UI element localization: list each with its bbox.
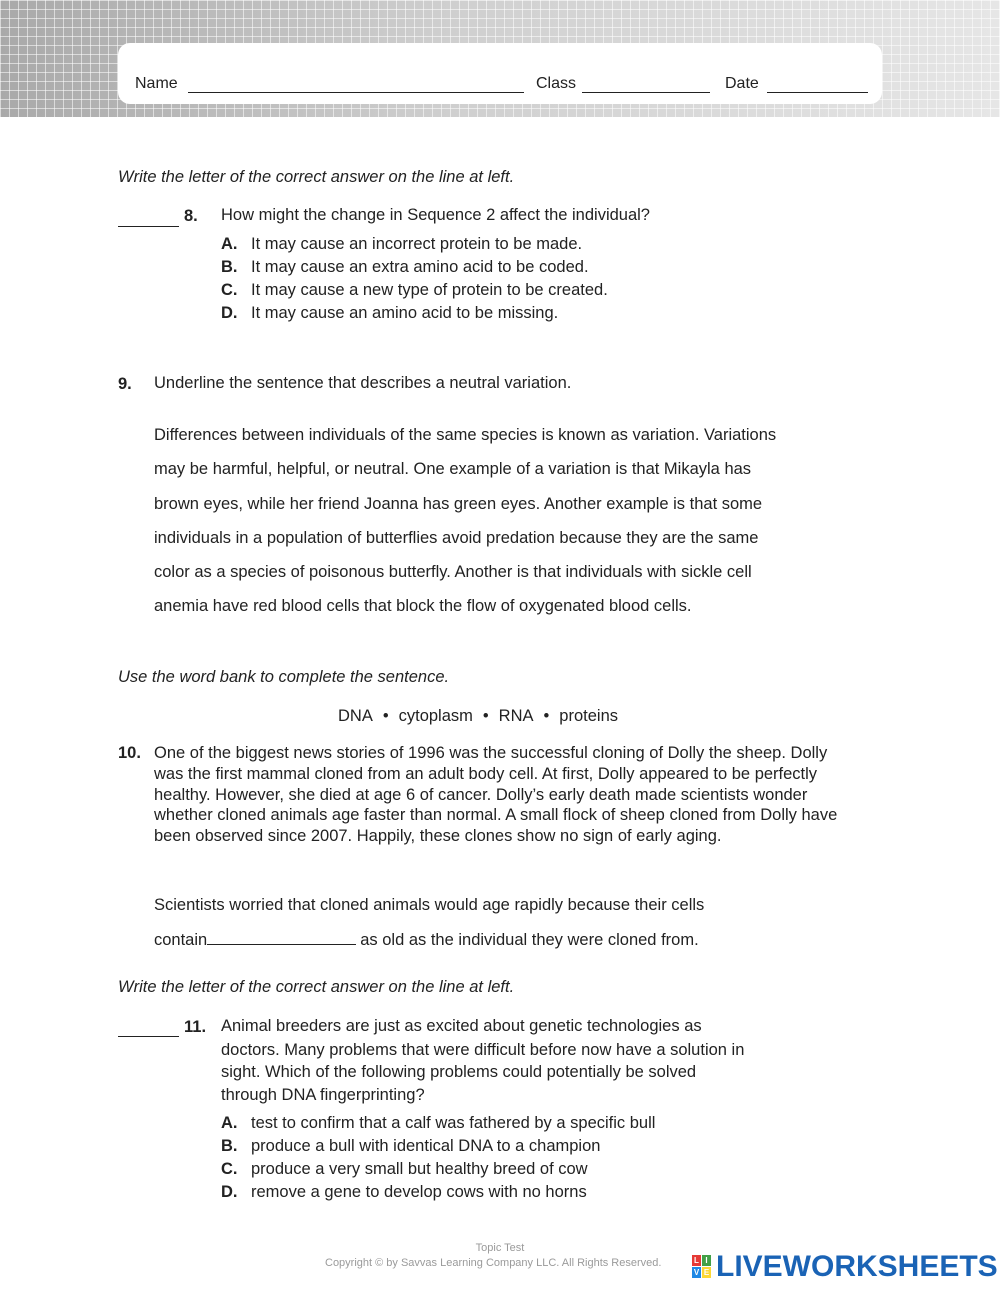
q8-option-d-letter: D. xyxy=(221,304,238,322)
logo-tile: E xyxy=(703,1268,710,1277)
q10-answer-blank[interactable] xyxy=(207,931,356,945)
q8-option-c-letter: C. xyxy=(221,281,238,299)
word-bank-separator: • xyxy=(482,707,489,725)
word-bank-item: cytoplasm xyxy=(398,707,473,725)
logo-tile: V xyxy=(693,1268,700,1277)
logo-tile: L xyxy=(692,1255,701,1266)
q9-passage-sentence[interactable]: Differences between individuals of the same species is known as variation. Variations xyxy=(154,426,777,444)
q8-option-b-text: It may cause an extra amino acid to be coded. xyxy=(251,258,589,276)
q8-option-a-letter: A. xyxy=(221,235,238,253)
class-label: Class xyxy=(536,75,577,92)
q11-text-line: Animal breeders are just as excited about genetic technologies as xyxy=(221,1017,702,1035)
q11-option-d-letter: D. xyxy=(221,1183,238,1201)
footer-title: Topic Test xyxy=(475,1242,525,1254)
q8-number: 8. xyxy=(184,207,198,225)
word-bank-item: proteins xyxy=(559,707,618,725)
q11-number: 11. xyxy=(184,1018,207,1036)
q11-option-c-letter: C. xyxy=(221,1160,238,1178)
q9-text: Underline the sentence that describes a neutral variation. xyxy=(154,374,572,392)
q10-sentence-start: contain xyxy=(154,931,208,949)
q11-option-b-letter: B. xyxy=(221,1137,238,1155)
q11-text-line: sight. Which of the following problems could potentially be solved xyxy=(221,1063,697,1081)
q9-passage-sentence[interactable]: may be harmful, helpful, or neutral. One example of a variation is that Mikayla has xyxy=(154,460,752,478)
student-info-card xyxy=(118,43,882,104)
instruction-letter-answer: Write the letter of the correct answer on the line at left. xyxy=(118,978,515,996)
instruction-letter-answer: Write the letter of the correct answer on the line at left. xyxy=(118,168,515,186)
q11-option-b-text: produce a bull with identical DNA to a champion xyxy=(251,1137,601,1155)
q9-passage-sentence[interactable]: individuals in a population of butterflies avoid predation because they are the same xyxy=(154,529,759,547)
q9-passage-sentence[interactable]: brown eyes, while her friend Joanna has green eyes. Another example is that some xyxy=(154,495,763,513)
q10-sentence-end: as old as the individual they were cloned from. xyxy=(360,931,699,949)
q8-option-b-letter: B. xyxy=(221,258,238,276)
word-bank-item: DNA xyxy=(337,707,373,725)
q8-option-c-text: It may cause a new type of protein to be created. xyxy=(251,281,608,299)
date-field[interactable] xyxy=(767,92,868,93)
q11-option-a-letter: A. xyxy=(221,1114,238,1132)
footer-copyright: Copyright © by Savvas Learning Company LLC. All Rights Reserved. xyxy=(325,1257,662,1269)
instruction-word-bank: Use the word bank to complete the sentence. xyxy=(118,668,450,686)
word-bank xyxy=(0,707,956,726)
word-bank-item: RNA xyxy=(498,707,534,725)
q9-passage-sentence[interactable]: anemia have red blood cells that block the flow of oxygenated blood cells. xyxy=(154,597,692,615)
q11-option-d-text: remove a gene to develop cows with no horns xyxy=(251,1183,587,1201)
q11-text-line: doctors. Many problems that were difficult before now have a solution in xyxy=(221,1041,745,1059)
date-label: Date xyxy=(725,75,759,92)
liveworksheets-logo-icon xyxy=(692,1255,712,1279)
name-field[interactable] xyxy=(188,92,524,93)
q10-number: 10. xyxy=(118,744,141,762)
q9-number: 9. xyxy=(118,375,132,393)
q8-option-a-text: It may cause an incorrect protein to be made. xyxy=(251,235,583,253)
q8-text: How might the change in Sequence 2 affect the individual? xyxy=(221,206,650,224)
class-field[interactable] xyxy=(582,92,710,93)
q9-passage-sentence[interactable]: color as a species of poisonous butterfly. Another is that individuals with sickle cell xyxy=(154,563,752,581)
q11-text-line: through DNA fingerprinting? xyxy=(221,1086,425,1104)
q10-passage: One of the biggest news stories of 1996 was the successful cloning of Dolly the sheep. Dolly was the first mammal cloned from an adult body cell. At first, Dolly appeared to be perfectly healthy. However, she died at age 6 of cancer. Dolly’s early death made scientists wonder whether cloned animals age faster than normal. A small flock of sheep cloned from Dolly have been observed since 2007. Happily, these clones show no sign of early aging. xyxy=(154,744,838,846)
q11-option-c-text: produce a very small but healthy breed of cow xyxy=(251,1160,588,1178)
q11-answer-blank[interactable] xyxy=(118,1036,179,1037)
word-bank-separator: • xyxy=(543,707,550,725)
liveworksheets-brand[interactable]: LIVEWORKSHEETS xyxy=(716,1250,998,1283)
q10-sentence-completion xyxy=(154,931,699,950)
q10-sentence-line: Scientists worried that cloned animals would age rapidly because their cells xyxy=(154,896,705,914)
q8-answer-blank[interactable] xyxy=(118,226,179,227)
word-bank-separator: • xyxy=(382,707,389,725)
q8-option-d-text: It may cause an amino acid to be missing. xyxy=(251,304,559,322)
name-label: Name xyxy=(135,75,178,92)
q11-option-a-text: test to confirm that a calf was fathered by a specific bull xyxy=(251,1114,656,1132)
logo-tile: I xyxy=(702,1255,711,1266)
